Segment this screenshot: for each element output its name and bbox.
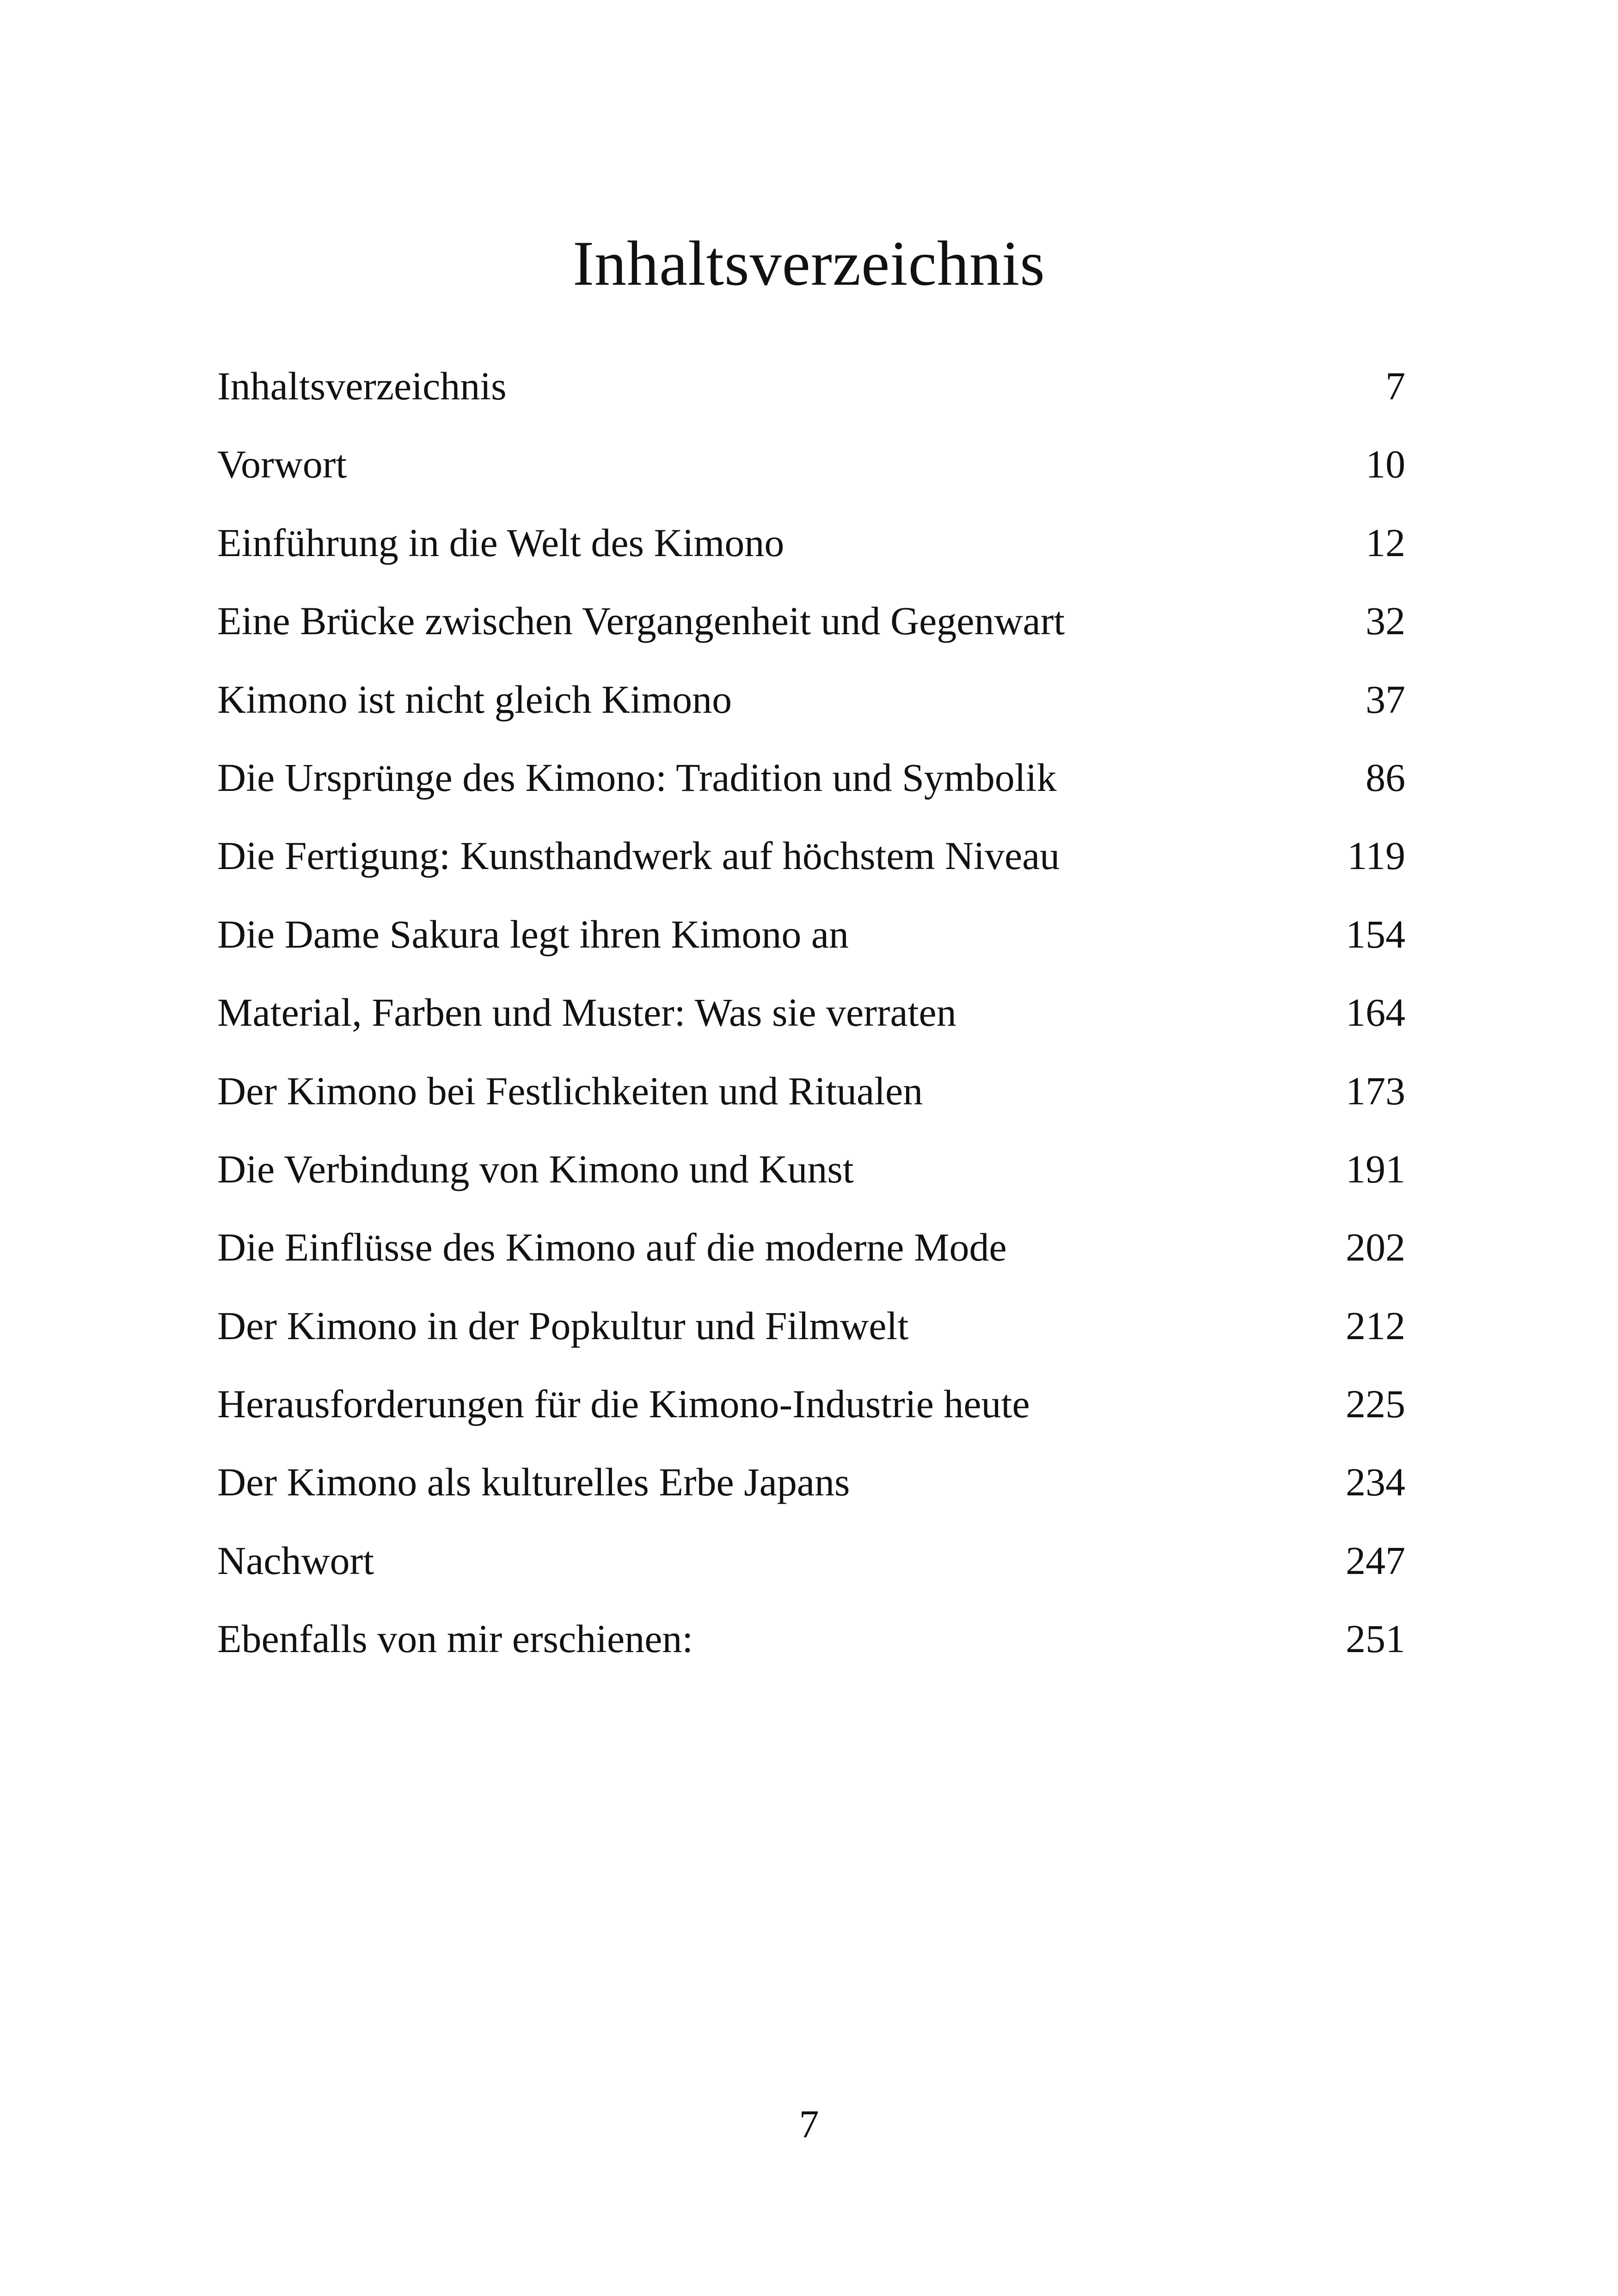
toc-entry-page: 191 — [1346, 1146, 1405, 1191]
toc-entry — [217, 1212, 1405, 1291]
toc-entry — [217, 743, 1405, 821]
toc-entry — [217, 1526, 1405, 1604]
toc-entry-page: 154 — [1346, 912, 1405, 956]
toc-entry-title: Ebenfalls von mir erschienen: — [217, 1616, 693, 1661]
toc-entry — [217, 1447, 1405, 1525]
toc-entry-page: 212 — [1346, 1303, 1405, 1348]
toc-entry-title: Die Fertigung: Kunsthandwerk auf höchstem Niveau — [217, 833, 1060, 878]
toc-entry — [217, 1134, 1405, 1212]
toc-entry-page: 247 — [1346, 1538, 1405, 1583]
toc-entry-title: Inhaltsverzeichnis — [217, 364, 507, 408]
page-title: Inhaltsverzeichnis — [573, 228, 1045, 299]
toc-entry-page: 164 — [1346, 990, 1405, 1035]
toc-entry-page: 37 — [1366, 677, 1405, 722]
toc-entry-page: 251 — [1346, 1616, 1405, 1661]
toc-entry-title: Der Kimono in der Popkultur und Filmwelt — [217, 1303, 909, 1348]
toc-entry-title: Die Einflüsse des Kimono auf die moderne Mode — [217, 1225, 1007, 1270]
toc-entry-title: Der Kimono als kulturelles Erbe Japans — [217, 1460, 850, 1505]
toc-entry-page: 7 — [1385, 364, 1405, 408]
toc-entry — [217, 821, 1405, 899]
toc-entry-title: Vorwort — [217, 442, 347, 487]
toc-entry — [217, 351, 1405, 429]
toc-entry-title: Material, Farben und Muster: Was sie verraten — [217, 990, 956, 1035]
toc-entry-title: Der Kimono bei Festlichkeiten und Ritualen — [217, 1068, 923, 1113]
toc-entry — [217, 900, 1405, 978]
toc-entry — [217, 1604, 1405, 1682]
toc-entry-title: Die Ursprünge des Kimono: Tradition und Symbolik — [217, 755, 1057, 800]
toc-entry-title: Kimono ist nicht gleich Kimono — [217, 677, 732, 722]
toc-entry-page: 225 — [1346, 1382, 1405, 1427]
toc-entry-page: 86 — [1366, 755, 1405, 800]
toc-entry — [217, 1369, 1405, 1447]
toc-entry-title: Herausforderungen für die Kimono-Industrie heute — [217, 1382, 1030, 1427]
toc-entry-page: 173 — [1346, 1068, 1405, 1113]
toc-entry — [217, 586, 1405, 664]
toc-entry — [217, 665, 1405, 743]
toc-entry-title: Eine Brücke zwischen Vergangenheit und Gegenwart — [217, 599, 1065, 643]
toc-entry-title: Nachwort — [217, 1538, 374, 1583]
toc-entry-title: Die Dame Sakura legt ihren Kimono an — [217, 912, 849, 956]
toc-entry — [217, 1291, 1405, 1369]
toc-entry-page: 10 — [1366, 442, 1405, 487]
toc-entry-page: 202 — [1346, 1225, 1405, 1270]
toc-entry — [217, 1056, 1405, 1134]
toc-entry-page: 234 — [1346, 1460, 1405, 1505]
toc-entry — [217, 508, 1405, 586]
toc-list — [217, 351, 1405, 1683]
toc-entry-title: Einführung in die Welt des Kimono — [217, 520, 784, 565]
toc-entry-page: 32 — [1366, 599, 1405, 643]
toc-entry-page: 12 — [1366, 520, 1405, 565]
toc-entry-title: Die Verbindung von Kimono und Kunst — [217, 1146, 854, 1191]
toc-entry-page: 119 — [1347, 833, 1405, 878]
toc-entry — [217, 978, 1405, 1056]
toc-entry — [217, 429, 1405, 508]
page-number: 7 — [799, 2102, 819, 2146]
